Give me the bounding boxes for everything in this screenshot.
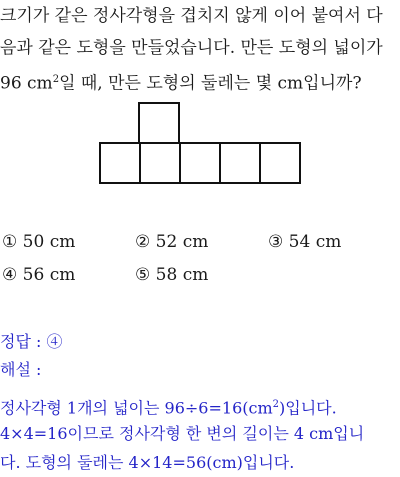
choice-3[interactable] [268, 232, 341, 252]
choice-2[interactable] [135, 232, 208, 252]
area-value: 96 cm [0, 73, 53, 94]
explanation-exponent: 2 [272, 399, 280, 410]
answer-label: 정답 : ④ [0, 332, 63, 351]
explanation-line-2: 4×4=16이므로 정사각형 한 변의 길이는 4 cm입니 [0, 424, 365, 443]
choice-4[interactable] [2, 265, 75, 285]
bottom-square-3 [180, 143, 220, 183]
area-exponent: 2 [52, 74, 60, 85]
choice-marker: ① [2, 232, 18, 252]
choice-marker: ④ [2, 265, 18, 285]
answer-choices [2, 232, 398, 298]
choice-text: 56 cm [22, 265, 76, 285]
explanation-line-3: 다. 도형의 둘레는 4×14=56(cm)입니다. [0, 453, 295, 472]
question-line-3 [0, 64, 400, 96]
answer-section [0, 328, 400, 384]
question-text [0, 0, 400, 96]
choice-row-1 [2, 232, 398, 265]
bottom-square-5 [260, 143, 300, 183]
question-line-3-rest: 일 때, 만든 도형의 둘레는 몇 cm입니까? [59, 73, 362, 94]
explanation-label: 해설 : [0, 360, 42, 379]
bottom-square-2 [140, 143, 180, 183]
bottom-square-1 [100, 143, 140, 183]
choice-text: 54 cm [288, 232, 342, 252]
square-figure [99, 102, 301, 184]
choice-marker: ② [135, 232, 151, 252]
explanation-line-1 [0, 390, 400, 419]
explanation-line-1-text: 정사각형 1개의 넓이는 96÷6=16(cm [0, 398, 273, 418]
explanation-line-1-rest: )입니다. [279, 398, 337, 418]
question-line-1: 크기가 같은 정사각형을 겹치지 않게 이어 붙여서 다 [0, 6, 383, 26]
choice-1[interactable] [2, 232, 75, 252]
bottom-square-4 [220, 143, 260, 183]
choice-5[interactable] [135, 265, 208, 285]
choice-text: 50 cm [22, 232, 76, 252]
choice-row-2 [2, 265, 398, 298]
top-square [139, 103, 179, 143]
choice-text: 58 cm [155, 265, 209, 285]
choice-text: 52 cm [155, 232, 209, 252]
choice-marker: ⑤ [135, 265, 151, 285]
question-line-2: 음과 같은 도형을 만들었습니다. 만든 도형의 넓이가 [0, 38, 383, 58]
choice-marker: ③ [268, 232, 284, 252]
explanation-text [0, 390, 400, 477]
